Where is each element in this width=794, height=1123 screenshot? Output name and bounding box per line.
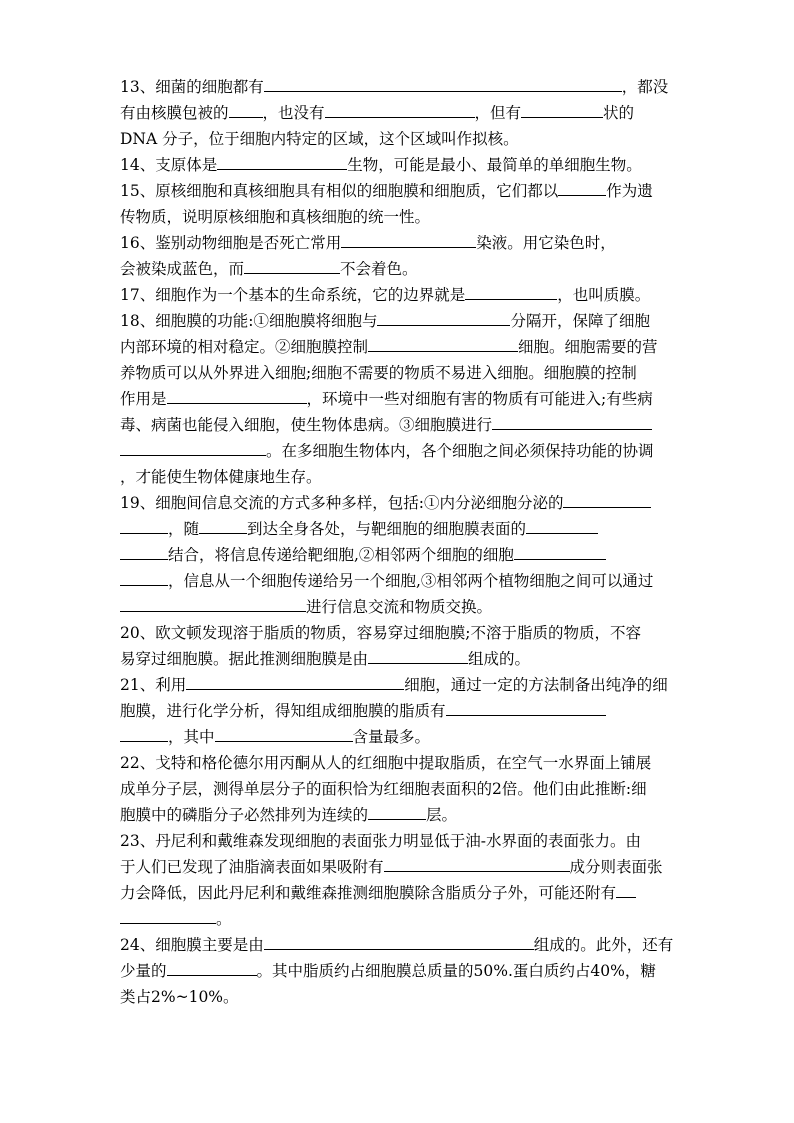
- q15-text: 15、原核细胞和真核细胞具有相似的细胞膜和细胞质，它们都以: [120, 182, 559, 200]
- q23-blank-1[interactable]: [384, 854, 570, 872]
- q21-text: 胞膜，进行化学分析，得知组成细胞膜的脂质有: [120, 702, 446, 720]
- q16-text: 不会着色。: [340, 260, 418, 278]
- q13-line-1: [120, 74, 690, 100]
- q13-text: ，但有: [474, 104, 522, 122]
- q20-text: 易穿过细胞膜。据此推测细胞膜是由: [120, 650, 369, 668]
- q15-line-2: 传物质，说明原核细胞和真核细胞的统一性。: [120, 208, 431, 226]
- q17-blank-1[interactable]: [465, 282, 557, 300]
- q24-line-1: [120, 932, 690, 958]
- q20-blank-1[interactable]: [368, 646, 468, 664]
- q19-line-1: [120, 490, 690, 516]
- q14-blank-1[interactable]: [217, 152, 347, 170]
- q18-text: ，环境中一些对细胞有害的物质有可能进入;有些病: [306, 390, 653, 408]
- q24-line-2: [120, 958, 690, 984]
- q24-text: 。其中脂质约占细胞膜总质量的50%.蛋白质约占40%，糖: [256, 962, 656, 980]
- q23-text: 成分则表面张: [569, 858, 663, 876]
- q23-text: 力会降低，因此丹尼利和戴维森推测细胞膜除含脂质分子外，可能还附有: [120, 884, 617, 902]
- q18-text: 作用是: [120, 390, 167, 408]
- q23-text: 。: [216, 910, 232, 928]
- q18-text: 18、细胞膜的功能:①细胞膜将细胞与: [120, 312, 378, 330]
- q23-text: 于人们已发现了油脂滴表面如果吸附有: [120, 858, 384, 876]
- q19-blank-3[interactable]: [526, 516, 598, 534]
- q16-text: 会被染成蓝色，而: [120, 260, 245, 278]
- q18-text: 分隔开，保障了细胞: [510, 312, 650, 330]
- q18-line-2: [120, 334, 690, 360]
- q13-blank-4[interactable]: [521, 100, 603, 118]
- q21-text: 细胞，通过一定的方法制备出纯净的细: [404, 676, 668, 694]
- q21-text: 21、利用: [120, 676, 187, 694]
- q21-line-1: [120, 672, 690, 698]
- q16-line-2: [120, 256, 690, 282]
- q23-line-1: 23、丹尼利和戴维森发现细胞的表面张力明显低于油-水界面的表面张力。由: [120, 832, 641, 850]
- q19-blank-4-cont[interactable]: [120, 568, 168, 586]
- q16-blank-1[interactable]: [341, 230, 476, 248]
- q24-line-3: 类占2%~10%。: [120, 988, 239, 1006]
- q18-line-3: 养物质可以从外界进入细胞;细胞不需要的物质不易进入细胞。细胞膜的控制: [120, 364, 637, 382]
- q20-text: 组成的。: [468, 650, 531, 668]
- q13-text: 有由核膜包被的: [120, 104, 229, 122]
- q18-blank-4-cont[interactable]: [120, 438, 266, 456]
- q19-text: 19、细胞间信息交流的方式多种多样，包括:①内分泌细胞分泌的: [120, 494, 564, 512]
- q23-blank-2[interactable]: [616, 880, 636, 898]
- q16-blank-2[interactable]: [244, 256, 340, 274]
- q14-line-1: [120, 152, 690, 178]
- q17-text: ，也叫质膜。: [557, 286, 651, 304]
- q19-blank-2[interactable]: [199, 516, 247, 534]
- q22-line-1: 22、戈特和格伦德尔用丙酮从人的红细胞中提取脂质，在空气一水界面上铺展: [120, 754, 652, 772]
- q19-text: ，信息从一个细胞传递给另一个细胞,③相邻两个植物细胞之间可以通过: [168, 572, 654, 590]
- q21-blank-2[interactable]: [446, 698, 606, 716]
- q15-text: 作为遗: [606, 182, 653, 200]
- q19-line-5: [120, 594, 690, 620]
- q18-blank-4[interactable]: [492, 412, 652, 430]
- q19-blank-3-cont[interactable]: [120, 542, 168, 560]
- q17-text: 17、细胞作为一个基本的生命系统，它的边界就是: [120, 286, 466, 304]
- q19-blank-1[interactable]: [563, 490, 651, 508]
- q18-line-6: [120, 438, 690, 464]
- q18-line-4: [120, 386, 690, 412]
- worksheet-page: [120, 74, 690, 1010]
- q13-blank-3[interactable]: [325, 100, 475, 118]
- q19-line-3: [120, 542, 690, 568]
- q13-line-3: DNA 分子，位于细胞内特定的区域，这个区域叫作拟核。: [120, 130, 519, 148]
- q21-line-2: [120, 698, 690, 724]
- q13-text: 13、细菌的细胞都有: [120, 78, 264, 96]
- q24-blank-1[interactable]: [264, 932, 534, 950]
- q24-text: 组成的。此外，还有: [533, 936, 674, 954]
- q19-text: 结合，将信息传递给靶细胞,②相邻两个细胞的细胞: [168, 546, 514, 564]
- q22-line-3: [120, 802, 690, 828]
- q24-text: 24、细胞膜主要是由: [120, 936, 264, 954]
- q18-text: 毒、病菌也能侵入细胞，使生物体患病。③细胞膜进行: [120, 416, 493, 434]
- q19-line-2: [120, 516, 690, 542]
- q16-text: 染液。用它染色时，: [476, 234, 616, 252]
- q19-text: 进行信息交流和物质交换。: [306, 598, 493, 616]
- q21-line-3: [120, 724, 690, 750]
- q17-line-1: [120, 282, 690, 308]
- q14-text: 生物，可能是最小、最简单的单细胞生物。: [347, 156, 642, 174]
- q19-blank-1-cont[interactable]: [120, 516, 168, 534]
- q21-blank-2-cont[interactable]: [120, 724, 168, 742]
- q13-blank-1[interactable]: [264, 74, 622, 92]
- q23-blank-2-cont[interactable]: [120, 906, 216, 924]
- q16-text: 16、鉴别动物细胞是否死亡常用: [120, 234, 342, 252]
- q19-text: ，随: [168, 520, 200, 538]
- q23-line-3: [120, 880, 690, 906]
- q21-text: ，其中: [168, 728, 215, 746]
- q13-line-2: [120, 100, 690, 126]
- q21-text: 含量最多。: [352, 728, 431, 746]
- q24-text: 少量的: [120, 962, 167, 980]
- q18-blank-2[interactable]: [368, 334, 518, 352]
- q18-line-7: ，才能使生物体健康地生存。: [120, 468, 322, 486]
- q20-line-1: 20、欧文顿发现溶于脂质的物质，容易穿过细胞膜;不溶于脂质的物质，不容: [120, 624, 641, 642]
- q19-text: 到达全身各处，与靶细胞的细胞膜表面的: [247, 520, 527, 538]
- q22-blank-1[interactable]: [368, 802, 426, 820]
- q19-line-4: [120, 568, 690, 594]
- q13-text: 状的: [603, 104, 635, 122]
- q18-blank-1[interactable]: [377, 308, 510, 326]
- q13-text: ，也没有: [262, 104, 325, 122]
- q24-blank-2[interactable]: [167, 958, 257, 976]
- q14-text: 14、支原体是: [120, 156, 218, 174]
- q19-blank-4[interactable]: [514, 542, 606, 560]
- q19-blank-5[interactable]: [120, 594, 306, 612]
- q18-line-5: [120, 412, 690, 438]
- q21-blank-1[interactable]: [186, 672, 404, 690]
- q15-line-1: [120, 178, 690, 204]
- q23-line-4: [120, 906, 690, 932]
- q13-text: ，都没: [621, 78, 669, 96]
- q18-blank-3[interactable]: [167, 386, 307, 404]
- q15-blank-1[interactable]: [558, 178, 606, 196]
- q13-blank-2[interactable]: [229, 100, 263, 118]
- q22-text: 层。: [426, 806, 458, 824]
- q16-line-1: [120, 230, 690, 256]
- q18-text: 细胞。细胞需要的营: [518, 338, 658, 356]
- q18-text: 内部环境的相对稳定。②细胞膜控制: [120, 338, 369, 356]
- q21-blank-3[interactable]: [215, 724, 353, 742]
- q20-line-2: [120, 646, 690, 672]
- q18-text: 。在多细胞生物体内，各个细胞之间必须保持功能的协调: [266, 442, 654, 460]
- q22-text: 胞膜中的磷脂分子必然排列为连续的: [120, 806, 369, 824]
- q18-line-1: [120, 308, 690, 334]
- q22-line-2: 成单分子层，测得单层分子的面积恰为红细胞表面积的2倍。他们由此推断:细: [120, 780, 647, 798]
- q23-line-2: [120, 854, 690, 880]
